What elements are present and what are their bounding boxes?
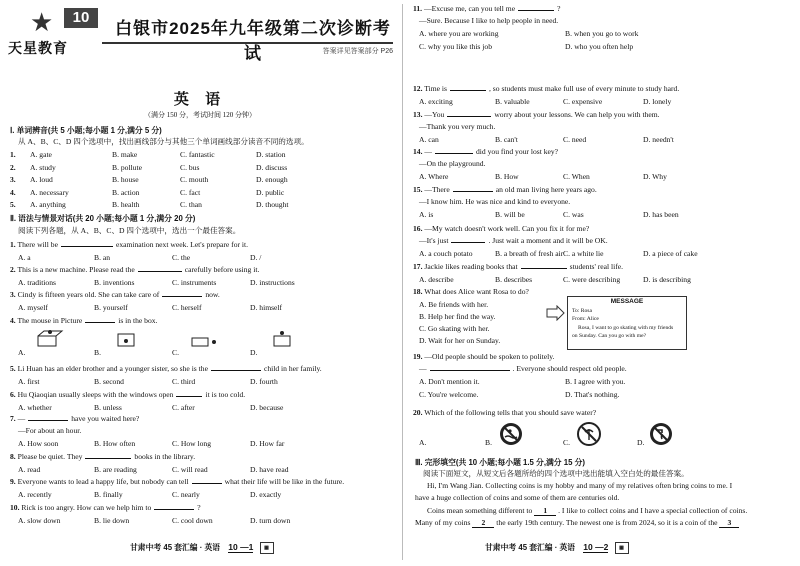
option: C. fact: [180, 187, 201, 197]
option: C. a white lie: [563, 249, 604, 258]
option: A. How soon: [18, 439, 59, 448]
section-3-title: Ⅲ. 完形填空(共 10 小题;每小题 1.5 分,满分 15 分): [415, 458, 585, 467]
option: A. whether: [18, 403, 52, 412]
option: B. when you go to work: [565, 29, 639, 38]
question-text: child in her family.: [263, 364, 322, 373]
option: C. after: [172, 403, 195, 412]
paper-number-badge: 10: [64, 8, 98, 28]
question-text: carefully before using it.: [184, 265, 260, 274]
question-stem: [10, 316, 157, 325]
option: A. gate: [30, 150, 52, 159]
option: B. will be: [495, 210, 525, 219]
question-stem: [10, 265, 259, 274]
option: A. is: [419, 210, 434, 219]
option: C. will read: [172, 465, 208, 474]
header: [8, 8, 393, 63]
no-swimming-sign-icon: [499, 422, 523, 446]
option: A. can: [419, 135, 439, 144]
option: B. house: [112, 175, 139, 184]
option: A. myself: [18, 303, 48, 312]
question-text: —You: [424, 110, 445, 119]
passage-text: Coins mean something different to: [427, 506, 533, 515]
question-number: 2.: [10, 162, 16, 172]
passage-line-4: [415, 518, 739, 528]
column-divider: [402, 4, 403, 560]
option: D. How far: [250, 439, 285, 448]
question-text: what their life will be like in the future.: [224, 477, 345, 486]
question-text: now.: [205, 290, 220, 299]
answer-blank: [162, 296, 202, 297]
option: D. station: [256, 150, 286, 159]
no-picking-flowers-sign-icon: [577, 422, 601, 446]
passage-text: . I like to collect coins and I have a special collection of coins.: [558, 506, 748, 515]
question-stem: [10, 414, 139, 423]
footer-left-text: 甘肃中考 45 套汇编 · 英语: [130, 543, 221, 553]
question-text: it is too cold.: [205, 390, 246, 399]
option: A. Don't mention it.: [419, 377, 480, 386]
question-text: —: [419, 364, 427, 373]
question-number: 18.: [413, 287, 423, 296]
question-number: 1.: [10, 150, 16, 159]
cloze-blank-1: 1: [534, 506, 556, 516]
option: C. than: [180, 200, 202, 209]
answer-blank: [176, 396, 202, 397]
question-stem: [413, 4, 560, 13]
option: D. exactly: [250, 490, 282, 499]
option: C. were describing: [563, 275, 621, 284]
question-text: , so students must make full use of every minute to study hard.: [489, 84, 680, 93]
question-stem: [413, 84, 679, 93]
option: D. thought: [256, 200, 289, 209]
question-stem: [413, 185, 597, 194]
option: C. cool down: [172, 516, 213, 525]
option: A. slow down: [18, 516, 61, 525]
option: D. Why: [643, 172, 667, 181]
option: A. Where: [419, 172, 449, 181]
option: C. third: [172, 377, 196, 386]
exam-title: 白银市2025年九年级第二次诊断考试: [115, 19, 391, 63]
question-reply: —On the playground.: [419, 159, 486, 168]
cloze-blank-2: 2: [472, 518, 494, 528]
option: D. /: [250, 253, 262, 262]
option: B. can't: [495, 135, 518, 144]
question-stem: [10, 390, 245, 399]
question-text: Everyone wants to lead a happy life, but nobody can tell: [17, 477, 189, 486]
question-stem: [413, 224, 589, 233]
option: D. lonely: [643, 97, 672, 106]
arrow-icon: [545, 305, 565, 321]
message-body-2: on Sunday. Can you go with me?: [572, 333, 647, 339]
question-text: . Just wait a moment and it will be OK.: [488, 236, 608, 245]
option: C. instruments: [172, 278, 217, 287]
question-text: students' real life.: [569, 262, 624, 271]
question-stem: [413, 262, 623, 271]
footer-right: [485, 542, 629, 558]
option: D. needn't: [643, 135, 674, 144]
option: B. make: [112, 150, 138, 159]
option: C. why you like this job: [419, 42, 492, 51]
option: B. valuable: [495, 97, 530, 106]
question-number: 1.: [10, 240, 16, 249]
question-text: Time is: [424, 84, 447, 93]
option: B. How often: [94, 439, 136, 448]
mouse-box-picture: [36, 328, 66, 348]
question-stem: [10, 503, 201, 512]
passage-line-2: have a huge collection of coins and some of them are centuries old.: [415, 493, 620, 502]
option: A. describe: [419, 275, 454, 284]
question-number: 7.: [10, 414, 16, 423]
option: A. necessary: [30, 187, 69, 197]
footer-left-page: 10 —1: [228, 542, 254, 553]
question-number: 17.: [413, 262, 423, 271]
option: C. was: [563, 210, 584, 219]
option: B. yourself: [94, 303, 128, 312]
option: D. public: [256, 187, 285, 197]
option: C. herself: [172, 303, 202, 312]
question-reply: —Sure. Because I like to help people in need.: [419, 16, 559, 25]
question-number: 5.: [10, 200, 16, 209]
subject-title: 英 语: [173, 91, 227, 108]
answer-blank: [154, 509, 194, 510]
question-text: —It's just: [419, 236, 449, 245]
option: C. bus: [180, 162, 200, 172]
message-body-1: Rosa, I want to go skating with my friends: [578, 325, 674, 331]
option: A. Be friends with her.: [419, 300, 489, 309]
question-stem: [413, 352, 554, 361]
option: A. read: [18, 465, 41, 474]
option: C. mouth: [180, 175, 209, 184]
option: D. because: [250, 403, 284, 412]
question-number: 8.: [10, 452, 16, 461]
option: C. expensive: [563, 97, 603, 106]
question-reply: —Thank you very much.: [419, 122, 496, 131]
answer-blank: [451, 242, 485, 243]
right-column: [405, 0, 800, 566]
option: D. a piece of cake: [643, 249, 698, 258]
answer-blank: [453, 191, 493, 192]
question-text: ?: [197, 503, 201, 512]
logo-name: 天星教育: [8, 40, 68, 56]
answer-blank: [447, 116, 491, 117]
answer-blank: [211, 370, 261, 371]
option: B. a breath of fresh air: [495, 249, 564, 258]
question-text: The mouse in Picture: [17, 316, 83, 325]
question-text: What does Alice want Rosa to do?: [424, 287, 529, 296]
question-text: Rick is too angry. How can we help him to: [21, 503, 152, 512]
question-number: 6.: [10, 390, 16, 399]
option: A. traditions: [18, 278, 56, 287]
option: C.: [563, 438, 570, 447]
question-number: 13.: [413, 110, 423, 119]
option: B. How: [495, 172, 519, 181]
answer-blank: [28, 420, 68, 421]
option: A.: [18, 348, 26, 357]
question-text: books in the library.: [134, 452, 196, 461]
question-number: 4.: [10, 187, 16, 197]
question-text: Li Huan has an elder brother and a younger sister, so she is the: [17, 364, 208, 373]
option: A. first: [18, 377, 40, 386]
passage-text: the early 19th century. The newest one is from 2024, so it is a coin of the: [496, 518, 718, 527]
question-number: 16.: [413, 224, 423, 233]
question-stem: [10, 364, 322, 373]
option: B. health: [112, 200, 140, 209]
question-number: 4.: [10, 316, 16, 325]
option: B. action: [112, 187, 140, 197]
section-3-instruction: 阅读下面短文，从短文后各题所给的四个选项中选出能填入空白处的最佳答案。: [423, 469, 689, 478]
question-text: —Excuse me, can you tell me: [423, 4, 516, 13]
option: C.: [172, 348, 179, 357]
message-to: To: Rosa: [572, 308, 592, 314]
question-number: 3.: [10, 175, 16, 184]
option: D.: [637, 438, 645, 447]
option: A. anything: [30, 200, 66, 209]
option: D.: [250, 348, 258, 357]
message-title: MESSAGE: [610, 298, 644, 305]
question-text: There will be: [17, 240, 58, 249]
question-text: —: [17, 414, 26, 423]
question-stem: [10, 477, 344, 486]
question-stem: [413, 110, 660, 119]
question-number: 2.: [10, 265, 16, 274]
option: B. I agree with you.: [565, 377, 626, 386]
cloze-blank-3: 3: [719, 518, 739, 528]
option: A. loud: [30, 175, 53, 184]
message-from: From: Alice: [572, 316, 599, 322]
header-rule: [102, 42, 393, 44]
option: A. where you are working: [419, 29, 499, 38]
option: B. inventions: [94, 278, 135, 287]
option: B. lie down: [94, 516, 130, 525]
question-text: . Everyone should respect old people.: [512, 364, 627, 373]
option: B.: [485, 438, 492, 447]
option: A.: [419, 438, 427, 447]
option: C. the: [172, 253, 191, 262]
qr-code-icon: ▦: [260, 542, 274, 554]
question-text: —My watch doesn't work well. Can you fix it for me?: [424, 224, 590, 233]
question-number: 3.: [10, 290, 16, 299]
question-text: Cindy is fifteen years old. She can take care of: [17, 290, 160, 299]
save-water-sign-icon: [649, 422, 673, 446]
option: A. a: [18, 253, 31, 262]
option: B. finally: [94, 490, 123, 499]
option: B. unless: [94, 403, 122, 412]
option: A. exciting: [419, 97, 453, 106]
option: D. discuss: [256, 162, 288, 172]
question-stem: [413, 287, 529, 296]
option: B. describes: [495, 275, 533, 284]
question-reply: [419, 364, 627, 373]
question-text: Hu Qiaoqian usually sleeps with the windows open: [17, 390, 174, 399]
question-number: 11.: [413, 4, 423, 13]
section-1-instruction: 从 A、B、C、D 四个选项中，找出画线部分与其他三个单词画线部分读音不同的选项。: [18, 137, 309, 146]
option: C. nearly: [172, 490, 200, 499]
question-text: is in the box.: [118, 316, 158, 325]
option: B. are reading: [94, 465, 137, 474]
question-text: an old man living here years ago.: [495, 185, 597, 194]
option: C. fantastic: [180, 150, 215, 159]
section-1-title: Ⅰ. 单词辨音(共 5 小题;每小题 1 分,满分 5 分): [10, 126, 162, 135]
answer-blank: [85, 458, 131, 459]
option: B. pollute: [112, 162, 142, 172]
question-reply: [419, 236, 608, 245]
option: A. study: [30, 162, 56, 172]
answer-blank: [192, 483, 222, 484]
question-number: 19.: [413, 352, 423, 361]
footer-right-text: 甘肃中考 45 套汇编 · 英语: [485, 543, 576, 553]
question-text: worry about your lessons. We can help you with them.: [494, 110, 660, 119]
option: C. When: [563, 172, 590, 181]
option: D. fourth: [250, 377, 278, 386]
question-stem: [413, 408, 596, 417]
question-stem: [10, 290, 220, 299]
footer-left: [130, 542, 274, 558]
question-text: Which of the following tells that you should save water?: [424, 408, 597, 417]
passage-line-1: Hi, I'm Wang Jian. Collecting coins is my hobby and many of my relatives often bring coins to me. I: [427, 481, 733, 490]
exam-meta: （满分 150 分，考试时间 120 分钟）: [144, 111, 256, 119]
question-number: 14.: [413, 147, 423, 156]
question-text: This is a new machine. Please read the: [17, 265, 135, 274]
question-text: Please be quiet. They: [17, 452, 83, 461]
question-number: 20.: [413, 408, 423, 417]
footer-right-page: 10 —2: [583, 542, 609, 553]
question-text: —: [424, 147, 432, 156]
answer-reference: 答案详见答案部分 P26: [322, 48, 393, 55]
question-stem: [10, 452, 195, 461]
option: D. turn down: [250, 516, 291, 525]
option: B. an: [94, 253, 111, 262]
qr-code-icon: ▦: [615, 542, 629, 554]
answer-blank: [450, 90, 486, 91]
option: A. recently: [18, 490, 52, 499]
option: D. who you often help: [565, 42, 634, 51]
option: C. You're welcome.: [419, 390, 479, 399]
question-reply: —I know him. He was nice and kind to everyone.: [419, 197, 571, 206]
question-text: have you waited here?: [71, 414, 140, 423]
question-text: did you find your lost key?: [476, 147, 559, 156]
star-icon: ★: [30, 8, 54, 37]
question-stem: [10, 240, 248, 249]
answer-blank: [518, 10, 554, 11]
option: B.: [94, 348, 101, 357]
mouse-box-picture: [112, 328, 142, 348]
option: D. has been: [643, 210, 679, 219]
question-number: 10.: [10, 503, 20, 512]
option: D. instructions: [250, 278, 295, 287]
option: A. a couch potato: [419, 249, 473, 258]
option: D. have read: [250, 465, 289, 474]
question-text: Jackie likes reading books that: [424, 262, 518, 271]
question-number: 9.: [10, 477, 16, 486]
section-2-title: Ⅱ. 语法与情景对话(共 20 小题;每小题 1 分,满分 20 分): [10, 214, 196, 223]
mouse-box-picture: [268, 328, 298, 348]
option: C. Go skating with her.: [419, 324, 490, 333]
option: D. is describing: [643, 275, 691, 284]
question-number: 5.: [10, 364, 16, 373]
question-reply: —For about an hour.: [18, 426, 82, 435]
question-text: examination next week. Let's prepare for it.: [115, 240, 249, 249]
answer-blank: [61, 246, 113, 247]
option: D. himself: [250, 303, 283, 312]
passage-text: Many of my coins: [415, 518, 471, 527]
option: D. That's nothing.: [565, 390, 620, 399]
option: C. need: [563, 135, 587, 144]
question-stem: [413, 147, 558, 156]
question-text: ?: [557, 4, 561, 13]
option: C. How long: [172, 439, 212, 448]
mouse-box-picture: [190, 328, 220, 348]
section-2-instruction: 阅读下列各题，从 A、B、C、D 四个选项中，选出一个最佳答案。: [18, 226, 241, 235]
question-text: —Old people should be spoken to politely.: [424, 352, 555, 361]
question-number: 12.: [413, 84, 423, 93]
option: B. Help her find the way.: [419, 312, 496, 321]
passage-line-3: [427, 506, 747, 516]
answer-blank: [521, 268, 567, 269]
message-box: [567, 296, 687, 350]
question-text: —There: [424, 185, 450, 194]
option: D. Wait for her on Sunday.: [419, 336, 501, 345]
answer-blank: [435, 153, 473, 154]
option: B. second: [94, 377, 124, 386]
question-number: 15.: [413, 185, 423, 194]
option: D. enough: [256, 175, 288, 184]
answer-blank: [430, 370, 510, 371]
answer-blank: [138, 271, 182, 272]
answer-blank: [85, 322, 115, 323]
